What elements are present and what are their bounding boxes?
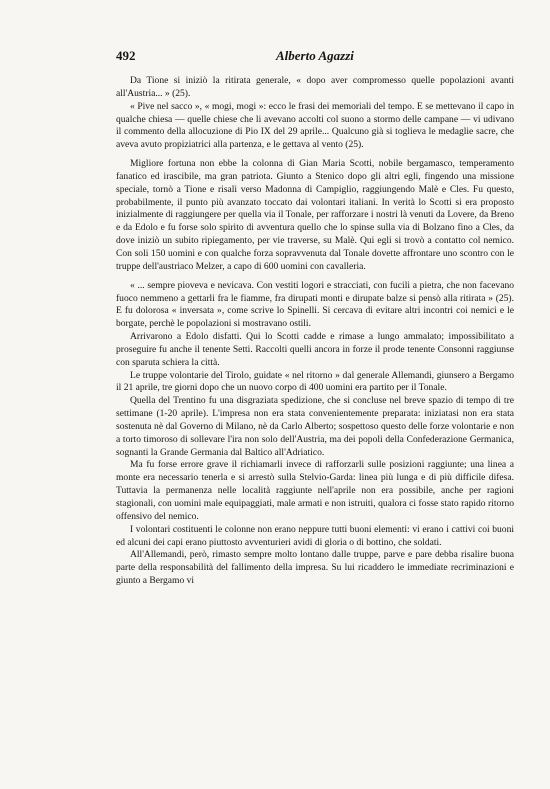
paragraph-pive-nel-sacco: « Pive nel sacco », « mogi, mogi »: ecco le frasi dei memoriali del tempo. E se mettevano il capo in qualche chiesa — quelle chiese che li avevano accolti col suono a stormo delle campane — vi udivano il commento della allocuzione di Pio IX del 29 aprile... Qualcuno già si toglieva le medaglie sacre, che aveva avuto propiziatrici alla partenza, e le gettava al vento (25). [116, 100, 514, 151]
body-text [116, 75, 514, 588]
page-header [116, 48, 514, 66]
paragraph-trentino-expedition: Quella del Trentino fu una disgraziata spedizione, che si concluse nel breve spazio di tempo di tre settimane (1-20 aprile). L'impresa non era stata convenientemente preparata: iniziatasi non era stata sostenuta nè dal Governo di Milano, nè da Carlo Alberto; sospettoso questo delle forze volontarie e non a torto timoroso di sollevare l'ira non solo dell'Austria, ma dei popoli della Confederazione Germanica, sognanti la Grande Germania dal Baltico all'Adriatico. [116, 395, 514, 458]
paragraph-tione-retreat: Da Tione si iniziò la ritirata generale, « dopo aver compromesso quelle popolazioni avanti all'Austria... » (25). [116, 75, 514, 99]
paragraph-volunteers: I volontari costituenti le colonne non erano neppure tutti buoni elementi: vi erano i cattivi coi buoni ed alcuni dei capi erano piuttosto avventurieri avidi di gloria o di bottino, che soldati. [116, 523, 514, 548]
running-title: Alberto Agazzi [276, 48, 354, 63]
paragraph-rain-and-snow: « ... sempre pioveva e nevicava. Con vestiti logori e stracciati, con fucili a pietra, che non facevano fuoco nemmeno a gettarli fra le fiamme, fra dirupati monti e dirupate balze si pensò alla ritirata » (25). E fu dolorosa « inversata », come scrive lo Spinelli. Si cercava di evitare altri incontri coi nemici e le borgate, perchè le popolazioni si mostravano ostili. [116, 279, 514, 330]
paragraph-grave-error: Ma fu forse errore grave il richiamarli invece di rafforzarli sulle posizioni raggiunte; una linea a monte era necessario tenerla e si arrestò sulla Stelvio-Garda: linea più lunga e di più difficile difesa. Tuttavia la permanenza nelle località raggiunte nell'aprile non era possibile, anche per ragioni stagionali, con uomini male equipaggiati, male armati e non istruiti, qualora ci fosse stato rapido ritorno offensivo del nemico. [116, 459, 514, 522]
paragraph-tirol-troops: Le truppe volontarie del Tirolo, guidate « nel ritorno » dal generale Allemandi, giunsero a Bergamo il 21 aprile, tre giorni dopo che un nuovo corpo di 400 uomini era partito per il Tonale. [116, 369, 514, 394]
paragraph-allemandi: All'Allemandi, però, rimasto sempre molto lontano dalle truppe, parve e pare debba risalire buona parte della responsabilità del fallimento della impresa. Su lui ricaddero le immediate recriminazioni e giunto a Bergamo vi [116, 549, 514, 587]
paragraph-edolo: Arrivarono a Edolo disfatti. Qui lo Scotti cadde e rimase a lungo ammalato; impossibilitato a proseguire fu anche il tenente Setti. Raccolti quelli ancora in forze il prode tenente Consonni raggiunse con sparuta schiera la città. [116, 331, 514, 368]
page-number: 492 [116, 48, 136, 63]
paragraph-scotti-column: Migliore fortuna non ebbe la colonna di Gian Maria Scotti, nobile bergamasco, temperamento fanatico ed irascibile, ma gran patriota. Giunto a Stenico dopo gli altri egli, fingendo una missione speciale, tornò a Tione e risalì verso Madonna di Campiglio, raggiungendo Malè e Cles. Fu questo, probabilmente, il punto più avanzato toccato dai volontari italiani. In verità lo Scotti si era proposto inizialmente di raggiungere per quella via il Tonale, per rafforzare i nostri là venuti da Lovere, da Breno e da Edolo e fu forse solo spirito di avventura quello che lo spinse sulla via di Bolzano fino a Cles, da dove iniziò un subito ripiegamento, per vie traverse, su Malè. Qui egli si trovò a contatto col nemico. Con soli 150 uomini e con qualche forza sopravvenuta dal Tonale dovette affrontare uno scontro con le truppe dell'austriaco Melzer, a capo di 600 uomini con cavalleria. [116, 158, 514, 272]
